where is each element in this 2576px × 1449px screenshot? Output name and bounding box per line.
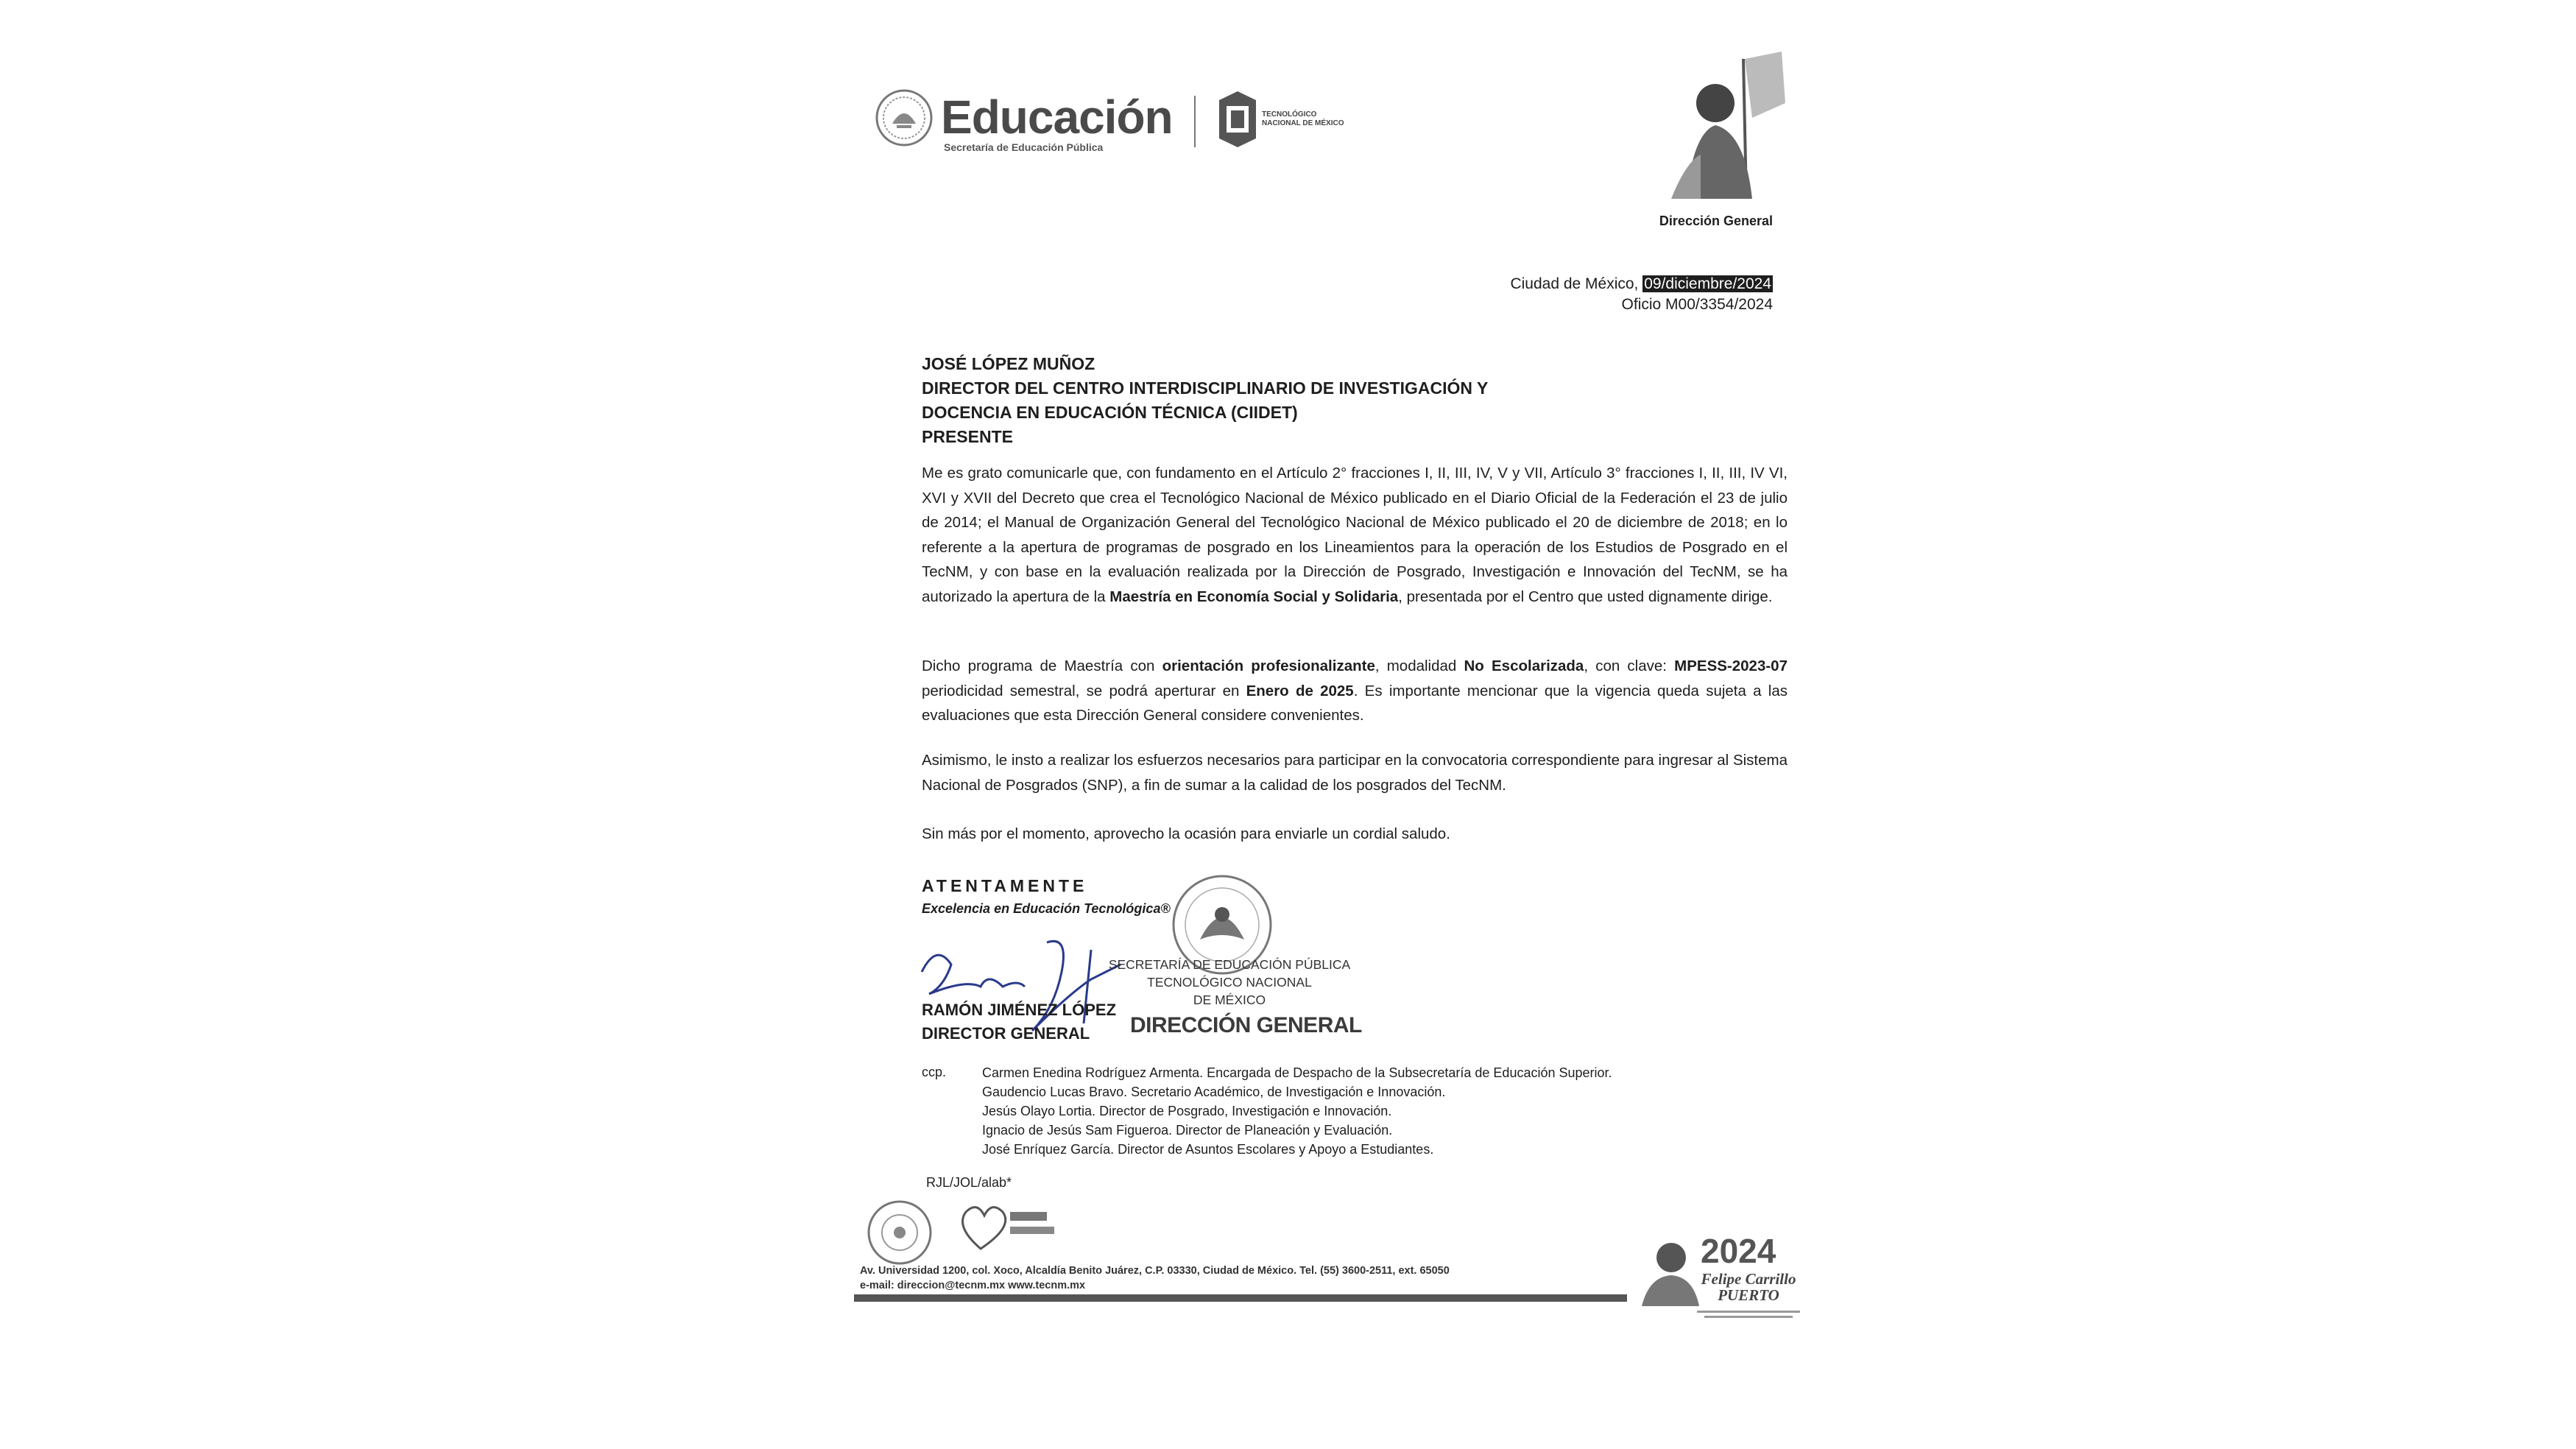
leona-vicario-icon xyxy=(1656,52,1796,199)
oficio-number: Oficio M00/3354/2024 xyxy=(1621,296,1773,313)
list-item: Ignacio de Jesús Sam Figueroa. Director de Planeación y Evaluación. xyxy=(982,1123,1393,1138)
ccp-list xyxy=(982,1063,1612,1159)
sep-emblem-icon xyxy=(875,88,934,147)
list-item: Jesús Olayo Lortia. Director de Posgrado, Investigación e Innovación. xyxy=(982,1104,1392,1118)
stamp-text: SECRETARÍA DE EDUCACIÓN PÚBLICA TECNOLÓGICO NACIONAL DE MÉXICO xyxy=(1108,957,1351,1007)
paragraph-2: Dicho programa de Maestría con orientación profesionalizante, modalidad No Escolarizada, con clave: MPESS-2023-07 periodicidad semestral, se podrá aperturar en Enero de 2025. Es importante mencionar que la vigencia queda sujeta a las evaluaciones que esta Dirección General considere convenientes. xyxy=(922,657,1788,724)
footer-address: Av. Universidad 1200, col. Xoco, Alcaldía Benito Juárez, C.P. 03330, Ciudad de México. Tel. (55) 3600-2511, ext. 65050 e-mail: direccion@tecnm.mx www.tecnm.mx xyxy=(860,1265,1450,1291)
letter-page xyxy=(854,44,1855,1340)
list-item: José Enríquez García. Director de Asuntos Escolares y Apoyo a Estudiantes. xyxy=(982,1142,1434,1157)
brand-subtitle: Secretaría de Educación Pública xyxy=(944,141,1104,153)
fine-print-icon xyxy=(1697,1309,1800,1321)
felipe-carrillo-portrait-icon xyxy=(1634,1233,1701,1306)
list-item: Gaudencio Lucas Bravo. Secretario Académico, de Investigación e Innovación. xyxy=(982,1085,1446,1099)
list-item: Carmen Enedina Rodríguez Armenta. Encargada de Despacho de la Subsecretaría de Educación Superior. xyxy=(982,1065,1612,1080)
paragraph-4: Sin más por el momento, aprovecho la ocasión para enviarle un cordial saludo. xyxy=(922,825,1450,842)
addressee-name: JOSÉ LÓPEZ MUÑOZ xyxy=(922,354,1095,373)
addressee-title-1: DIRECTOR DEL CENTRO INTERDISCIPLINARIO DE INVESTIGACIÓN Y xyxy=(922,378,1489,398)
signer-block xyxy=(922,998,1116,1046)
brand-title: Educación xyxy=(941,91,1173,144)
paragraph-3: Asimismo, le insto a realizar los esfuerzos necesarios para participar en la convocatoria correspondiente para ingresar al Sistema Nacional de Posgrados (SNP), a fin de sumar a la calidad de los posgrados del TecNM. xyxy=(922,752,1788,794)
date-block xyxy=(1510,274,1773,315)
city: Ciudad de México, xyxy=(1510,275,1643,292)
motto: Excelencia en Educación Tecnológica® xyxy=(922,901,1171,916)
signer-name: RAMÓN JIMÉNEZ LÓPEZ xyxy=(922,1001,1117,1019)
addressee-title-2: DOCENCIA EN EDUCACIÓN TÉCNICA (CIIDET) xyxy=(922,403,1298,422)
tecnm-logo-icon xyxy=(1216,90,1259,149)
signer-title: DIRECTOR GENERAL xyxy=(922,1024,1090,1043)
tecnm-wordmark: TECNOLÓGICO NACIONAL DE MÉXICO xyxy=(1262,110,1344,127)
certification-seal-icon xyxy=(866,1199,934,1266)
addressee-block xyxy=(922,352,1488,449)
year-2024: 2024 xyxy=(1701,1232,1776,1270)
paragraph-1: Me es grato comunicarle que, con fundamento en el Artículo 2° fracciones I, II, III, IV, V y VII, Artículo 3° fracciones I, II, III, IV VI, XVI y XVII del Decreto que crea el Tecnológico Nacional de México publicado en el Diario Oficial de la Federación el 23 de julio de 2014; el Manual de Organización General del Tecnológico Nacional de México publicado el 20 de diciembre de 2018; en lo referente a la apertura de programas de posgrado en los Lineamientos para la operación de los Estudios de Posgrado en el TecNM, y con base en la evaluación realizada por la Dirección de Posgrado, Investigación e Innovación del TecNM, se ha autorizado la apertura de la Maestría en Economía Social y Solidaria, presentada por el Centro que usted dignamente dirige. xyxy=(922,465,1788,605)
plastic-free-icon xyxy=(951,1197,1062,1258)
stamp-direccion-general: DIRECCIÓN GENERAL xyxy=(1130,1013,1362,1037)
footer-divider xyxy=(854,1294,1627,1302)
direccion-general-heading: Dirección General xyxy=(1659,214,1773,228)
felipe-carrillo-puerto: Felipe Carrillo PUERTO xyxy=(1701,1270,1796,1304)
typist-initials: RJL/JOL/alab* xyxy=(926,1175,1012,1190)
ccp-label: ccp. xyxy=(922,1065,947,1079)
brand-divider xyxy=(1194,96,1196,147)
date: 09/diciembre/2024 xyxy=(1644,275,1771,292)
presente: PRESENTE xyxy=(922,427,1013,446)
atentamente: ATENTAMENTE xyxy=(922,876,1088,895)
